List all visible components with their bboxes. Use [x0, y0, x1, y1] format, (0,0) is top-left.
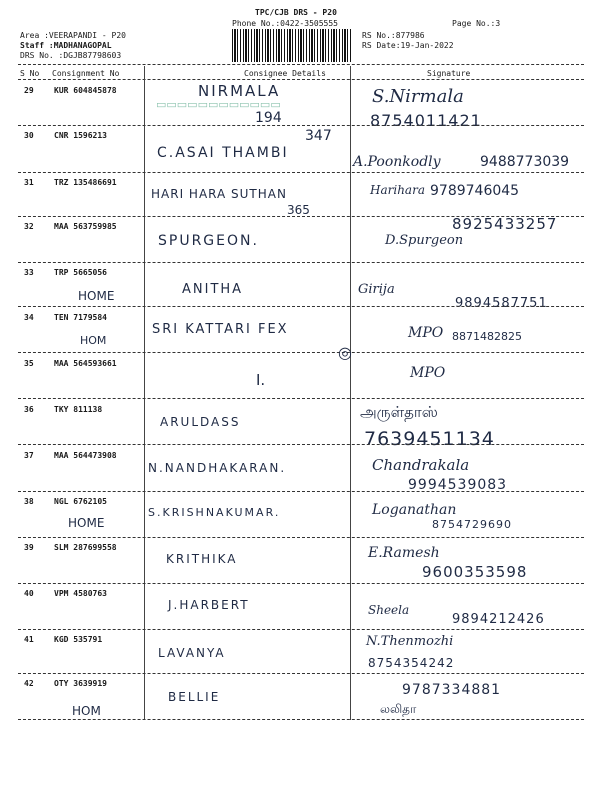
recipient-phone: 8925433257 — [452, 215, 558, 233]
delivery-mark: HOM — [80, 334, 107, 347]
consignee-name: KRITHIKA — [166, 552, 238, 566]
barcode — [232, 29, 352, 62]
row-separator — [18, 398, 584, 399]
row-consignment: MAA 563759985 — [54, 222, 117, 231]
row-sno: 36 — [24, 405, 34, 414]
row-sno: 42 — [24, 679, 34, 688]
recipient-signature: Girija — [358, 282, 395, 297]
col-signature: Signature — [427, 69, 471, 78]
recipient-phone: 8754729690 — [432, 518, 512, 531]
sheet-title: TPC/CJB DRS - P20 — [255, 8, 337, 17]
consignee-name: I. — [256, 371, 266, 389]
delivery-mark: HOME — [68, 516, 105, 530]
col-consignee: Consignee Details — [244, 69, 326, 78]
row-consignment: KGD 535791 — [54, 635, 103, 644]
recipient-signature: Harihara — [370, 183, 425, 197]
row-sno: 32 — [24, 222, 34, 231]
row-separator — [18, 537, 584, 538]
row-consignment: SLM 287699558 — [54, 543, 117, 552]
recipient-phone: 8754011421 — [370, 111, 482, 130]
consignee-name: SRI KATTARI FEX — [152, 322, 289, 337]
row-sno: 40 — [24, 589, 34, 598]
recipient-signature: D.Spurgeon — [385, 233, 464, 248]
recipient-signature: Sheela — [368, 603, 410, 617]
row-consignment: TRP 5665056 — [54, 268, 107, 277]
staff: Staff :MADHANAGOPAL — [20, 41, 112, 50]
row-sno: 29 — [24, 86, 34, 95]
drs-number: DRS No. :DGJB87798603 — [20, 51, 122, 60]
row-separator — [18, 306, 584, 307]
consignee-name: BELLIE — [168, 690, 221, 704]
recipient-signature: N.Thenmozhi — [366, 634, 454, 649]
row-consignment: TEN 7179584 — [54, 313, 107, 322]
recipient-phone: 7639451134 — [364, 428, 495, 450]
row-separator — [18, 262, 584, 263]
recipient-phone: 9787334881 — [402, 682, 502, 698]
row-separator — [18, 172, 584, 173]
consignee-name: J.HARBERT — [168, 598, 250, 612]
row-sno: 41 — [24, 635, 34, 644]
row-sno: 39 — [24, 543, 34, 552]
row-separator — [18, 673, 584, 674]
rs-date: RS Date:19-Jan-2022 — [362, 41, 454, 50]
header-rule-top — [18, 64, 584, 65]
consignee-name: ANITHA — [182, 282, 244, 297]
area: Area :VEERAPANDI - P20 — [20, 31, 126, 40]
row-consignment: VPM 4580763 — [54, 589, 107, 598]
row-sno: 35 — [24, 359, 34, 368]
consignee-name: N.NANDHAKARAN. — [148, 461, 287, 475]
recipient-signature: MPO — [410, 365, 446, 381]
row-consignment: NGL 6762105 — [54, 497, 107, 506]
col-sno: S No — [20, 69, 40, 78]
recipient-phone: 8754354242 — [368, 656, 455, 670]
row-separator — [18, 352, 584, 353]
consignee-name: S.KRISHNAKUMAR. — [148, 506, 281, 519]
row-consignment: OTY 3639919 — [54, 679, 107, 688]
consignee-name: NIRMALA — [198, 82, 281, 100]
recipient-phone: 9994539083 — [408, 477, 508, 493]
row-consignment: CNR 1596213 — [54, 131, 107, 140]
recipient-signature: லலிதா — [380, 702, 417, 716]
recipient-phone: 9894212426 — [452, 612, 545, 627]
row-sno: 37 — [24, 451, 34, 460]
column-divider — [144, 66, 145, 720]
recipient-signature: MPO — [408, 325, 444, 341]
recipient-phone: 9488773039 — [480, 154, 570, 170]
row-separator — [18, 583, 584, 584]
row-sno: 38 — [24, 497, 34, 506]
consignee-stamp: ▭▭▭▭▭▭▭▭▭▭▭▭ — [156, 98, 281, 111]
consignee-name: ARULDASS — [160, 415, 241, 429]
row-consignment: TRZ 135486691 — [54, 178, 117, 187]
consignee-name: LAVANYA — [158, 646, 226, 660]
col-consignment: Consignment No — [52, 69, 120, 78]
recipient-phone: 8871482825 — [452, 330, 522, 343]
scribble-mark: ◎ — [338, 343, 352, 362]
delivery-mark: HOM — [72, 704, 101, 718]
recipient-phone: 9789746045 — [430, 183, 520, 199]
recipient-signature: Loganathan — [372, 502, 457, 518]
row-separator — [18, 444, 584, 445]
row-sno: 30 — [24, 131, 34, 140]
recipient-signature: S.Nirmala — [372, 86, 464, 107]
row-separator — [18, 491, 584, 492]
consignee-extra: 194 — [255, 110, 282, 126]
recipient-phone: 9600353598 — [422, 563, 528, 581]
recipient-signature: E.Ramesh — [368, 545, 440, 561]
recipient-phone: 9894587751 — [455, 296, 548, 311]
recipient-signature: A.Poonkodly — [353, 154, 441, 170]
row-sno: 33 — [24, 268, 34, 277]
phone-number: Phone No.:0422-3505555 — [232, 19, 338, 28]
delivery-mark: HOME — [78, 289, 115, 303]
consignee-name: SPURGEON. — [158, 233, 259, 249]
row-sno: 34 — [24, 313, 34, 322]
column-divider — [350, 66, 351, 720]
recipient-signature: அருள்தாஸ் — [360, 403, 438, 421]
rs-number: RS No.:877986 — [362, 31, 425, 40]
row-consignment: MAA 564473908 — [54, 451, 117, 460]
consignee-name: HARI HARA SUTHAN — [151, 187, 287, 201]
row-separator — [18, 125, 584, 126]
row-separator — [18, 719, 584, 720]
consignee-extra: 347 — [305, 128, 332, 144]
row-consignment: MAA 564593661 — [54, 359, 117, 368]
row-separator — [18, 629, 584, 630]
page-number: Page No.:3 — [452, 19, 501, 28]
row-consignment: KUR 604845878 — [54, 86, 117, 95]
consignee-extra: 365 — [287, 203, 310, 217]
row-consignment: TKY 811138 — [54, 405, 103, 414]
row-sno: 31 — [24, 178, 34, 187]
recipient-signature: Chandrakala — [372, 456, 470, 474]
consignee-name: C.ASAI THAMBI — [157, 145, 289, 161]
header-rule-bottom — [18, 79, 584, 80]
